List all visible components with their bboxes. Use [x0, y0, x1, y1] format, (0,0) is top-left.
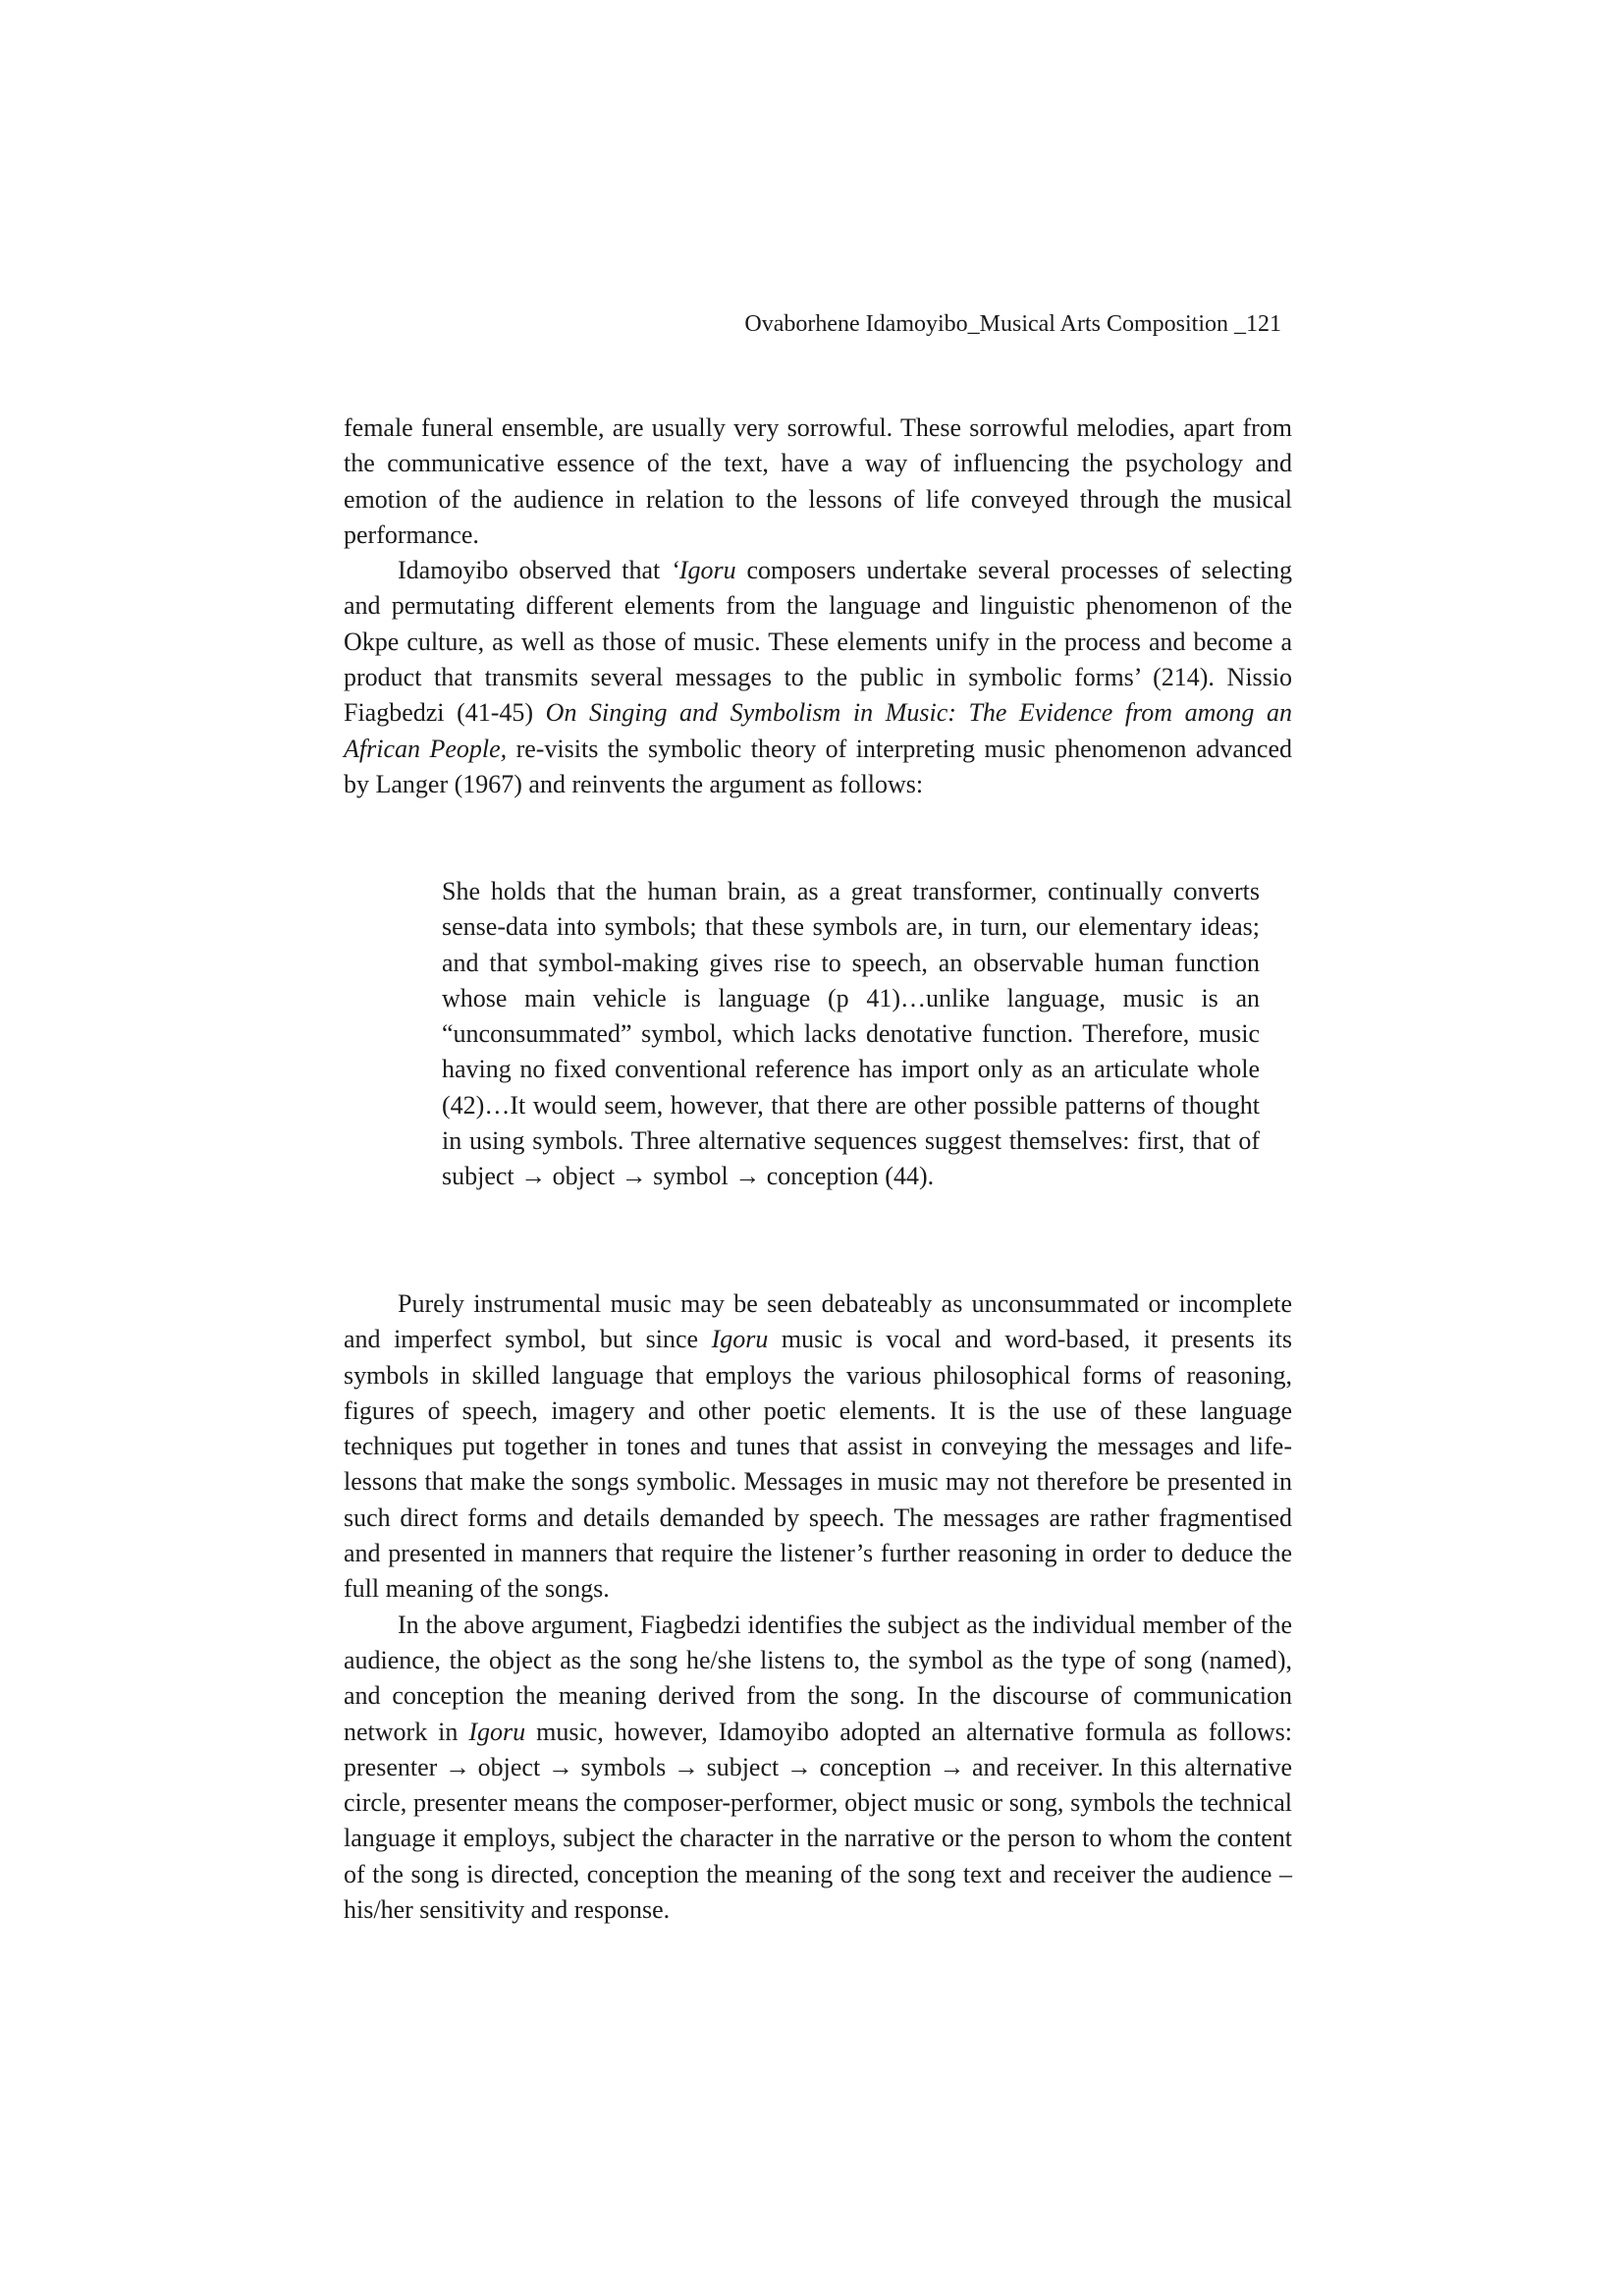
text-run: Idamoyibo observed that — [398, 556, 672, 585]
paragraph — [344, 1286, 1292, 1608]
block-quote — [442, 874, 1260, 1195]
text-run: She holds that the human brain, as a great transformer, continually converts sense-data into symbols; that these symbols are, in turn, our elementary ideas; and that symbol-making gives rise to speech, an observable human function whose main vehicle is language (p 41)…unlike language, music is an “unconsummated” symbol, which lacks denotative function. Therefore, music having no fixed conventional reference has import only as an articulate whole (42)…It would seem, however, that there are other possible patterns of thought in using symbols. Three alternative sequences suggest themselves: first, that of subject → object → symbol → conception (44). — [442, 877, 1260, 1191]
text-run: composers undertake several processes of selecting and permutating different elements from the language and linguistic phenomenon of the Okpe culture, as well as those of music. These elements unify in the process and become a product that transmits several messages to the public in symbolic forms’ (214). Nissio Fiagbedzi (41-45) — [344, 556, 1292, 728]
italic-run: Igoru — [468, 1717, 526, 1746]
text-run: Purely instrumental music may be seen debateably as unconsummated or incomplete and imperfect symbol, but since — [344, 1289, 1292, 1354]
paragraph — [344, 1608, 1292, 1929]
paragraph — [344, 410, 1292, 553]
paragraph — [344, 553, 1292, 802]
text-run: female funeral ensemble, are usually very sorrowful. These sorrowful melodies, apart from the communicative essence of the text, have a way of influencing the psychology and emotion of the audience in relation to the lessons of life conveyed through the musical performance. — [344, 413, 1292, 549]
body-text-top — [344, 410, 1292, 802]
text-run: In the above argument, Fiagbedzi identifies the subject as the individual member of the audience, the object as the song he/she listens to, the symbol as the type of song (named), and conception the meaning derived from the song. In the discourse of communication network in — [344, 1610, 1292, 1746]
body-text-bottom — [344, 1286, 1292, 1928]
italic-run: ‘Igoru — [671, 556, 736, 585]
italic-run: Igoru — [711, 1325, 769, 1354]
text-run: re-visits the symbolic theory of interpreting music phenomenon advanced by Langer (1967) and reinvents the argument as follows: — [344, 734, 1292, 798]
text-run: music, however, Idamoyibo adopted an alternative formula as follows: presenter → object → symbols → subject → conception → and receiver. In this alternative circle, presenter means the composer-performer, object music or song, symbols the technical language it employs, subject the character in the narrative or the person to whom the content of the song is directed, conception the meaning of the song text and receiver the audience – his/her sensitivity and response. — [344, 1717, 1292, 1925]
italic-run: On Singing and Symbolism in Music: The Evidence from among an African People, — [344, 698, 1292, 763]
running-head: Ovaborhene Idamoyibo_Musical Arts Composition _121 — [744, 311, 1281, 337]
text-run: music is vocal and word-based, it presents its symbols in skilled language that employs the various philosophical forms of reasoning, figures of speech, imagery and other poetic elements. It is the use of these language techniques put together in tones and tunes that assist in conveying the messages and life-lessons that make the songs symbolic. Messages in music may not therefore be presented in such direct forms and details demanded by speech. The messages are rather fragmentised and presented in manners that require the listener’s further reasoning in order to deduce the full meaning of the songs. — [344, 1325, 1292, 1604]
